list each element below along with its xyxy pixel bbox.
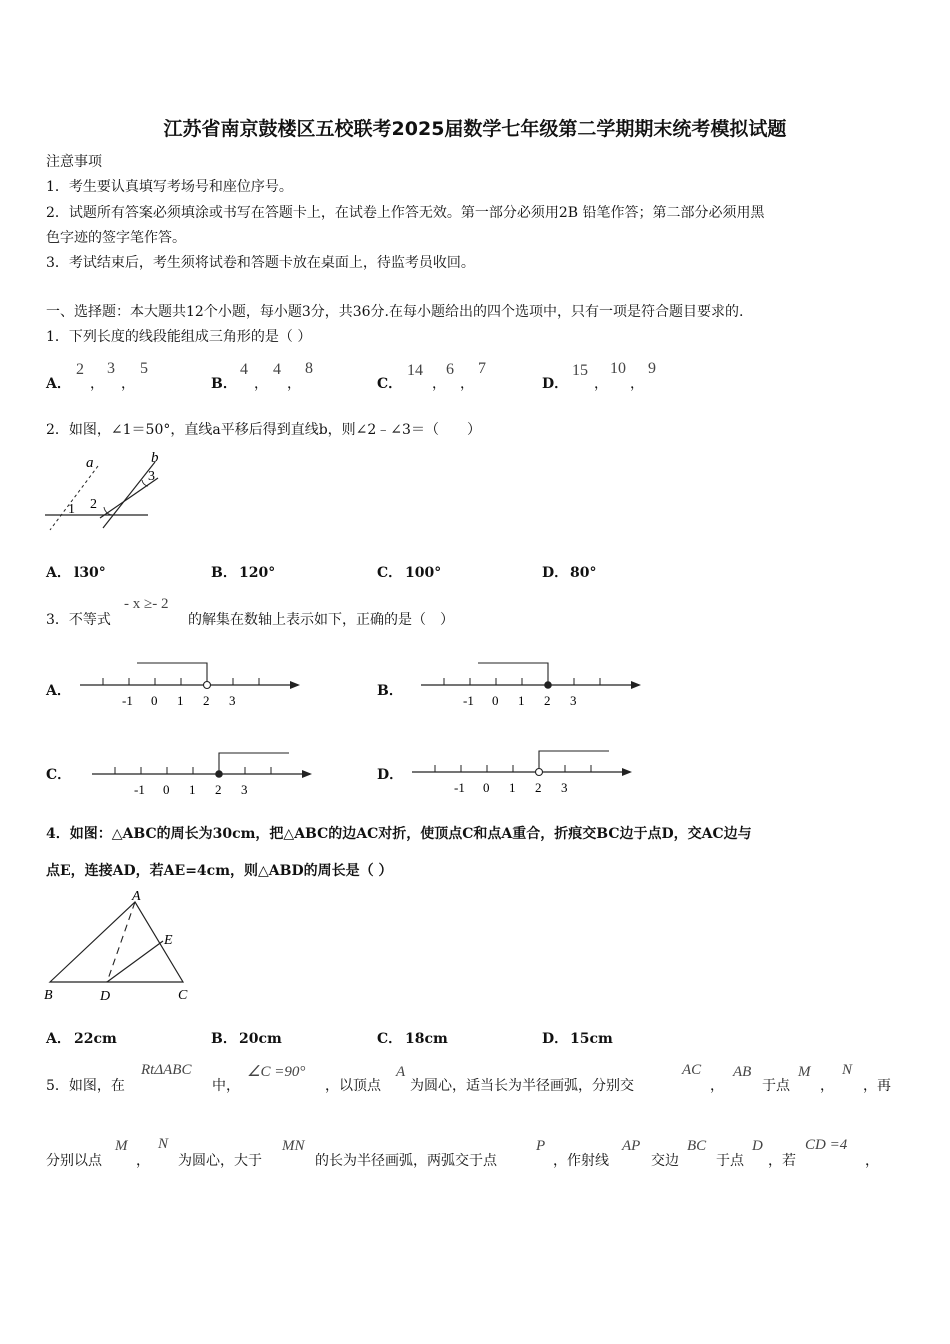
question-3-stem-pre: 3．不等式 (46, 612, 111, 628)
separator: ， (460, 376, 474, 392)
figure-label: a (86, 455, 94, 471)
figure-label: B (44, 988, 53, 1003)
option-label: D． (377, 767, 404, 783)
option-text: 120° (239, 565, 276, 581)
question-4-stem-line1: 4．如图：△ABC的周长为30cm，把△ABC的边AC对折，使顶点C和点A重合，折痕交BC边于点D，交AC边与 (46, 826, 752, 842)
tick-label: 3 (561, 780, 568, 795)
separator: ， (287, 376, 301, 392)
option-label: C． (377, 376, 403, 392)
option-text: 22cm (74, 1031, 117, 1047)
tick-label: 3 (229, 693, 236, 708)
option-text: 80° (570, 565, 597, 581)
option-value: 7 (478, 360, 486, 377)
option-value: 3 (107, 360, 115, 377)
tick-label: 2 (215, 782, 222, 797)
figure-label: 2 (90, 497, 97, 512)
number-line-c (82, 744, 322, 799)
q5-text: ， (136, 1153, 150, 1169)
option-value: 10 (610, 360, 626, 377)
q5-text: 分别以点 (46, 1153, 102, 1169)
q5-text: 中， (212, 1078, 240, 1094)
tick-label: 2 (535, 780, 542, 795)
option-value: 15 (572, 362, 588, 379)
number-line-d (402, 742, 642, 797)
q5-math: N (842, 1062, 853, 1078)
q5-math: ∠C =90° (247, 1064, 306, 1080)
q5-text: 为圆心，适当长为半径画弧，分别交 (410, 1078, 634, 1094)
option-label: B． (211, 376, 237, 392)
option-label: B． (211, 565, 237, 581)
page-title: 江苏省南京鼓楼区五校联考2025届数学七年级第二学期期末统考模拟试题 (163, 118, 787, 140)
question-4-figure (40, 886, 200, 1008)
option-label: C． (377, 565, 403, 581)
q5-math: MN (282, 1138, 305, 1154)
option-value: 4 (273, 361, 281, 378)
figure-label: A (132, 889, 141, 904)
tick-label: -1 (463, 693, 474, 708)
option-value: 8 (305, 360, 313, 377)
tick-label: 1 (177, 693, 184, 708)
tick-label: 1 (509, 780, 516, 795)
figure-label: C (178, 988, 188, 1003)
figure-label: 3 (148, 469, 155, 484)
option-label: B． (377, 683, 403, 699)
option-label: C． (46, 767, 72, 783)
q5-math: CD =4 (805, 1137, 848, 1153)
option-text: 15cm (570, 1031, 613, 1047)
q5-math: D (752, 1138, 763, 1154)
number-line-a (70, 655, 310, 710)
figure-label: b (151, 450, 159, 466)
q5-text: ，再 (863, 1078, 891, 1094)
q5-text: ，以顶点 (325, 1078, 381, 1094)
q5-math: BC (687, 1138, 707, 1154)
q5-text: 于点 (716, 1153, 744, 1169)
q5-math: M (798, 1064, 811, 1080)
question-2-stem: 2．如图，∠1＝50°，直线a平移后得到直线b，则∠2﹣∠3＝（ ） (46, 422, 481, 438)
q5-math: RtΔABC (141, 1062, 192, 1078)
tick-label: 0 (151, 693, 158, 708)
notice-item: 1．考生要认真填写考场号和座位序号。 (46, 179, 293, 195)
q5-text: 交边 (651, 1153, 679, 1169)
tick-label: 1 (189, 782, 196, 797)
option-label: A． (46, 1031, 71, 1047)
question-3-stem-post: 的解集在数轴上表示如下，正确的是（ ） (188, 612, 454, 628)
tick-label: 3 (241, 782, 248, 797)
figure-label: 1 (68, 502, 75, 517)
figure-label: D (100, 989, 111, 1004)
section-heading: 一、选择题：本大题共12个小题，每小题3分，共36分.在每小题给出的四个选项中，只有一项是符合题目要求的. (46, 304, 744, 320)
q5-math: N (158, 1136, 169, 1152)
question-1-stem: 1．下列长度的线段能组成三角形的是（ ） (46, 329, 312, 345)
notice-item: 2．试题所有答案必须填涂或书写在答题卡上，在试卷上作答无效。第一部分必须用2B 铅笔作答；第二部分必须用黑 (46, 205, 765, 221)
tick-label: 3 (570, 693, 577, 708)
option-text: l30° (74, 565, 106, 581)
option-text: 20cm (239, 1031, 282, 1047)
option-label: D． (542, 565, 569, 581)
tick-label: 0 (163, 782, 170, 797)
q5-text: ，若 (768, 1153, 796, 1169)
q5-math: P (536, 1138, 546, 1154)
option-text: 100° (405, 565, 442, 581)
q5-text: 为圆心，大于 (178, 1153, 262, 1169)
separator: ， (121, 376, 135, 392)
q5-text: ，作射线 (553, 1153, 609, 1169)
tick-label: -1 (134, 782, 145, 797)
option-label: D． (542, 376, 569, 392)
notice-heading: 注意事项 (46, 154, 102, 170)
separator: ， (630, 376, 644, 392)
q5-math: A (396, 1064, 406, 1080)
option-value: 9 (648, 360, 656, 377)
q5-text: ， (710, 1078, 724, 1094)
option-label: B． (211, 1031, 237, 1047)
separator: ， (254, 376, 268, 392)
tick-label: 0 (492, 693, 499, 708)
option-label: A． (46, 565, 71, 581)
number-line-b (411, 655, 651, 710)
tick-label: 1 (518, 693, 525, 708)
figure-label: E (164, 933, 173, 948)
option-value: 5 (140, 360, 148, 377)
option-label: D． (542, 1031, 569, 1047)
tick-label: 2 (544, 693, 551, 708)
option-value: 2 (76, 361, 84, 378)
option-text: 18cm (405, 1031, 448, 1047)
q5-text: ， (820, 1078, 834, 1094)
option-value: 4 (240, 361, 248, 378)
tick-label: -1 (454, 780, 465, 795)
tick-label: 2 (203, 693, 210, 708)
question-4-stem-line2: 点E，连接AD，若AE=4cm，则△ABD的周长是（ ） (46, 863, 393, 879)
option-value: 14 (407, 362, 423, 379)
option-label: A． (46, 376, 71, 392)
separator: ， (90, 376, 104, 392)
option-value: 6 (446, 361, 454, 378)
option-label: C． (377, 1031, 403, 1047)
q5-text: 的长为半径画弧，两弧交于点 (315, 1153, 497, 1169)
separator: ， (432, 376, 446, 392)
q5-math: AB (733, 1064, 752, 1080)
notice-item: 色字迹的签字笔作答。 (46, 230, 186, 246)
q5-math: AC (682, 1062, 702, 1078)
question-3-expr: - x ≥- 2 (124, 596, 169, 612)
tick-label: 0 (483, 780, 490, 795)
q5-text: ， (865, 1153, 879, 1169)
q5-math: AP (622, 1138, 641, 1154)
option-label: A． (46, 683, 71, 699)
question-2-figure (40, 446, 160, 546)
tick-label: -1 (122, 693, 133, 708)
q5-text: 于点 (762, 1078, 790, 1094)
q5-math: M (115, 1138, 128, 1154)
notice-item: 3．考试结束后，考生须将试卷和答题卡放在桌面上，待监考员收回。 (46, 255, 475, 271)
separator: ， (594, 376, 608, 392)
q5-text: 5．如图，在 (46, 1078, 125, 1094)
